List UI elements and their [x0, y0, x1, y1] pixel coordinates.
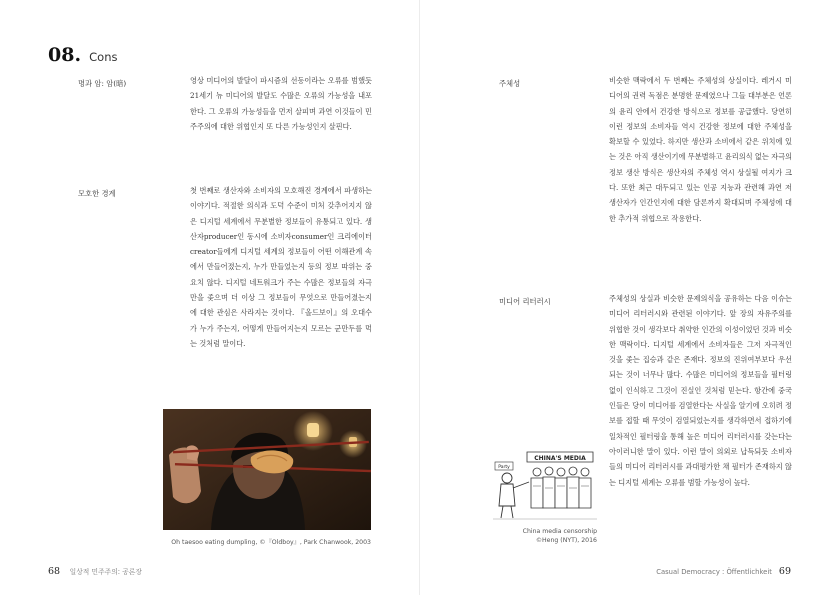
entry-body-blurred-boundary: 첫 번째로 생산자와 소비자의 모호해진 경계에서 파생하는 이야기다. 적절한 의식과 도덕 수준이 미처 갖추어지지 않은 디지털 세계에서 무분별한 정보들이 유통되고 있다. 생산자producer인 동시에 소비자consumer인 크리에이터creator들에게 디지털 세계의 정보들이 어떤 이해관계 속에서 만들어졌는지, 누가 만들었는지 등의 정보 따위는 중요치 않다. 디지털 네트워크가 주는 수많은 정보들의 자극만을 좇으며 더 이상 그 정보들이 무엇으로 만들어졌는지에 대한 관심은 사라지는 것이다. 『올드보이』의 오대수가 누가 주는지, 어떻게 만들어지는지 모르는 군만두를 먹는 것처럼 말이다. [190, 186, 372, 348]
censorship-cartoon [493, 448, 597, 520]
entry-body-light-and-dark: 영상 미디어의 발달이 파시즘의 선동이라는 오류를 범했듯 21세기 뉴 미디어의 발달도 수많은 오류의 가능성을 내포한다. 그 오류의 가능성들을 먼저 살피며 과연 이것들이 민주주의에 대한 위협인지 또 다른 가능성인지 살핀다. [190, 76, 372, 131]
entry-term-light-and-dark: 명과 암: 암(暗) [78, 79, 127, 88]
right-running-title: Casual Democracy : Öffentlichkeit [656, 568, 772, 576]
dumpling-scene-illustration [163, 409, 371, 530]
cartoon-sign-text: Party [498, 465, 510, 470]
right-page-number: 69 [778, 566, 791, 577]
left-folio [48, 566, 142, 577]
cartoon-banner-text: CHINA'S MEDIA [534, 455, 586, 462]
left-page-number: 68 [48, 566, 61, 577]
oldboy-still-photo [163, 409, 371, 530]
section-number: 08. [48, 44, 82, 66]
entry-term-subjectivity: 주체성 [499, 79, 521, 88]
section-title: Cons [89, 50, 118, 64]
left-running-title: 일상적 민주주의: 공론장 [69, 568, 142, 576]
cartoon-caption [474, 527, 597, 545]
cartoon-caption-line-1: China media censorship [522, 528, 597, 535]
right-folio [656, 566, 791, 577]
entry-body-media-literacy: 주체성의 상실과 비슷한 문제의식을 공유하는 다음 이슈는 미디어 리터러시와 관련된 이야기다. 앞 장의 자유주의를 위협한 것이 생각보다 취약한 인간의 이성이었던 것과 비슷한 맥락이다. 디지털 세계에서 소비자들은 그저 자극적인 것을 좇는 집승과 같은 존재다. 정보의 진위여부보다 우선되는 것이 너무나 많다. 수많은 미디어의 정보들을 필터링 없이 인식하고 그것이 진실인 것처럼 믿는다. 항간에 중국인들은 당이 미디어를 검열한다는 사실을 알기에 오히려 정보를 접할 때 무엇이 검열되었는지를 생각하면서 접하기에 일차적인 필터링을 통해 높은 미디어 리터러시를 갖는다는 아이러니한 말이 있다. 이런 말이 의외로 납득되듯 소비자들의 미디어 리터러시를 과대평가한 채 필터가 존재하지 않는 디지털 세계는 오류를 범할 가능성이 높다. [609, 294, 792, 487]
entry-term-blurred-boundary: 모호한 경계 [78, 189, 116, 198]
entry-term-media-literacy: 미디어 리터러시 [499, 297, 551, 306]
entry-body-subjectivity: 비슷한 맥락에서 두 번째는 주체성의 상실이다. 레거시 미디어의 권력 독점은 분명한 문제였으나 그들 대부분은 언론의 윤리 안에서 건강한 방식으로 정보를 공급했다. 당연히 이런 정보의 소비자들 역시 건강한 정보에 대한 주체성을 확보할 수 있었다. 하지만 생산과 소비에서 같은 위치에 있는 것은 아직 생산이기에 무분별하고 윤리의식 없는 자극의 정보 생산 방식은 생산자의 주체성 역시 상실될 여지가 크다. 또한 최근 대두되고 있는 인공 지능과 관련해 과연 저 생산자가 인간인지에 대한 담론까지 확대되며 주체성에 대한 추가적 위협으로 작용한다. [609, 76, 792, 223]
cartoon-illustration [493, 448, 597, 520]
photo-caption: Oh taesoo eating dumpling, ©『Oldboy』, Park Chanwook, 2003 [171, 539, 371, 546]
page-gutter [419, 0, 420, 595]
section-heading [48, 44, 118, 66]
cartoon-caption-line-2: ©Heng (NYT), 2016 [535, 537, 597, 544]
